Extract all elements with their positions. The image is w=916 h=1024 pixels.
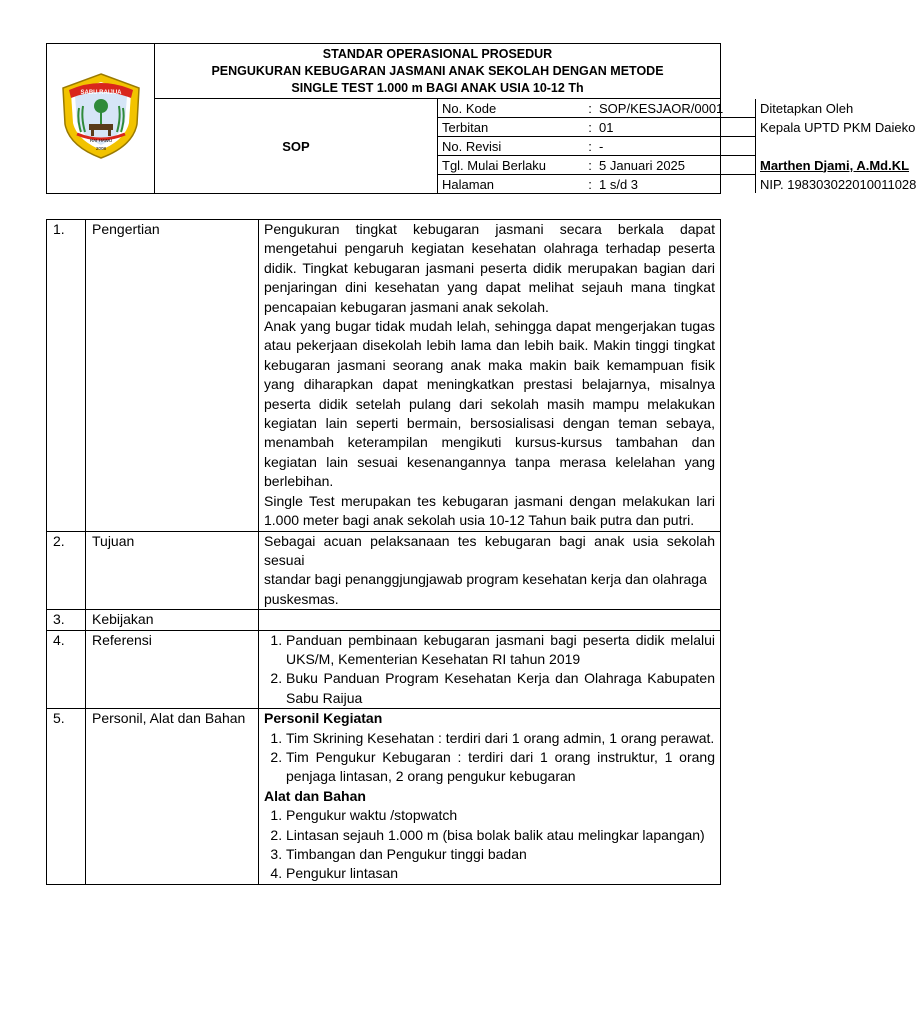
title-line-1: STANDAR OPERASIONAL PROSEDUR bbox=[322, 46, 553, 61]
section-number: 5. bbox=[47, 709, 86, 885]
list-item: 4. Pengukur lintasan bbox=[286, 864, 715, 883]
alat-list bbox=[264, 806, 715, 884]
section-row-personil bbox=[47, 709, 721, 885]
meta-value: - bbox=[595, 137, 756, 156]
sop-label: SOP bbox=[155, 99, 438, 194]
meta-sep: : bbox=[588, 176, 592, 192]
section-number: 2. bbox=[47, 531, 86, 610]
meta-key: No. Revisi bbox=[438, 137, 585, 156]
section-label: Tujuan bbox=[86, 531, 259, 610]
title-line-2: PENGUKURAN KEBUGARAN JASMANI ANAK SEKOLAH DENGAN METODE bbox=[211, 63, 664, 78]
list-item: 2. Buku Panduan Program Kesehatan Kerja dan Olahraga Kabupaten Sabu Raijua bbox=[286, 669, 715, 708]
section-body bbox=[259, 531, 721, 610]
crest-ribbon-text: SABU RAIJUA bbox=[79, 90, 122, 96]
section-number: 3. bbox=[47, 610, 86, 630]
meta-sep: : bbox=[585, 99, 595, 118]
document-title bbox=[155, 44, 721, 99]
list-item: 2. Tim Pengukur Kebugaran : terdiri dari 1 orang instruktur, 1 orang penjaga lintasan, 2 orang pengukur kebugaran bbox=[286, 748, 715, 787]
personil-list bbox=[264, 729, 715, 787]
subheading-alat: Alat dan Bahan bbox=[264, 787, 366, 804]
meta-sep: : bbox=[585, 156, 595, 175]
paragraph: puskesmas. bbox=[264, 590, 339, 607]
meta-value: 5 Januari 2025 bbox=[595, 156, 756, 175]
meta-cell bbox=[438, 99, 916, 194]
section-body bbox=[259, 630, 721, 709]
meta-value: 1 s/d 3 bbox=[595, 175, 756, 194]
sop-content-table bbox=[46, 219, 721, 885]
kabupaten-crest-icon bbox=[55, 70, 147, 162]
meta-row: Terbitan : 01 Kepala UPTD PKM Daieko bbox=[438, 118, 756, 137]
section-row-kebijakan bbox=[47, 610, 721, 630]
sop-header bbox=[46, 43, 916, 194]
meta-key: No. Kode bbox=[438, 99, 585, 118]
meta-key: Terbitan bbox=[438, 118, 585, 137]
section-number: 4. bbox=[47, 630, 86, 709]
meta-row: No. Kode : SOP/KESJAOR/0001 Ditetapkan Oleh bbox=[438, 99, 756, 118]
paragraph: Sebagai acuan pelaksanaan tes kebugaran bagi anak usia sekolah sesuai bbox=[264, 532, 715, 568]
list-item: 1. Panduan pembinaan kebugaran jasmani bagi peserta didik melalui UKS/M, Kementerian Kesehatan RI tahun 2019 bbox=[286, 631, 715, 670]
section-row-pengertian bbox=[47, 220, 721, 532]
meta-sep: : bbox=[585, 118, 595, 137]
meta-row: Halaman : 1 s/d 3 NIP. 198303022010011028 bbox=[438, 175, 756, 194]
meta-value: 01 bbox=[595, 118, 756, 137]
list-item: 1. Pengukur waktu /stopwatch bbox=[286, 806, 715, 825]
paragraph: standar bagi penanggjungjawab program kesehatan kerja dan olahraga bbox=[264, 571, 707, 588]
section-body bbox=[259, 610, 721, 630]
meta-sep: : bbox=[585, 137, 595, 156]
logo-cell bbox=[47, 44, 155, 194]
section-row-tujuan bbox=[47, 531, 721, 610]
subheading-personil: Personil Kegiatan bbox=[264, 710, 383, 727]
title-line-3: SINGLE TEST 1.000 m BAGI ANAK USIA 10-12 Th bbox=[291, 80, 584, 95]
meta-row bbox=[438, 137, 756, 156]
section-body bbox=[259, 220, 721, 532]
section-number: 1. bbox=[47, 220, 86, 532]
meta-value: SOP/KESJAOR/0001 bbox=[595, 99, 756, 118]
reference-list bbox=[264, 631, 715, 709]
meta-table bbox=[438, 99, 916, 193]
section-label: Kebijakan bbox=[86, 610, 259, 630]
section-label: Personil, Alat dan Bahan bbox=[86, 709, 259, 885]
paragraph: Pengukuran tingkat kebugaran jasmani secara berkala dapat mengetahui pengaruh kegiatan kesehatan olahraga terhadap peserta didik. Tingkat kebugaran jasmani peserta didik merupakan bagian dari penjaringan dini kesehatan yang dapat melihat sejauh mana tingkat pencapaian kebugaran jasmani anak sekolah. bbox=[264, 221, 715, 315]
section-body bbox=[259, 709, 721, 885]
section-label: Referensi bbox=[86, 630, 259, 709]
section-label: Pengertian bbox=[86, 220, 259, 532]
crest-year-text: 2008 bbox=[95, 146, 106, 151]
meta-row: Tgl. Mulai Berlaku : 5 Januari 2025 Marthen Djami, A.Md.KL bbox=[438, 156, 756, 175]
list-item: 1. Tim Skrining Kesehatan : terdiri dari 1 orang admin, 1 orang perawat. bbox=[286, 729, 715, 748]
meta-key: Tgl. Mulai Berlaku bbox=[438, 156, 585, 175]
paragraph: Single Test merupakan tes kebugaran jasmani dengan melakukan lari 1.000 meter bagi anak sekolah usia 10-12 Tahun baik putra dan putri. bbox=[264, 492, 715, 529]
crest-motto-text: RAI HAWU bbox=[89, 138, 112, 143]
list-item: 3. Timbangan dan Pengukur tinggi badan bbox=[286, 845, 715, 864]
paragraph: Anak yang bugar tidak mudah lelah, sehingga dapat mengerjakan tugas atau pekerjaan disekolah lebih lama dan lebih baik. Makin tinggi tingkat kebugaran jasmani seorang anak maka makin baik kemampuan fisik yang diharapkan dapat meningkatkan prestasi belajarnya, misalnya peserta didik setelah pulang dari sekolah masih mampu melakukan kegiatan lain seperti bermain, bersosialisasi dengan teman sebaya, menambah keterampilan mengikuti kursus-kursus tambahan dan kegiatan lain sesuai kesenangannya tanpa merasa kelelahan yang berlebihan. bbox=[264, 318, 715, 490]
meta-key: Halaman bbox=[442, 176, 495, 192]
list-item: 2. Lintasan sejauh 1.000 m (bisa bolak balik atau melingkar lapangan) bbox=[286, 826, 715, 845]
section-row-referensi bbox=[47, 630, 721, 709]
